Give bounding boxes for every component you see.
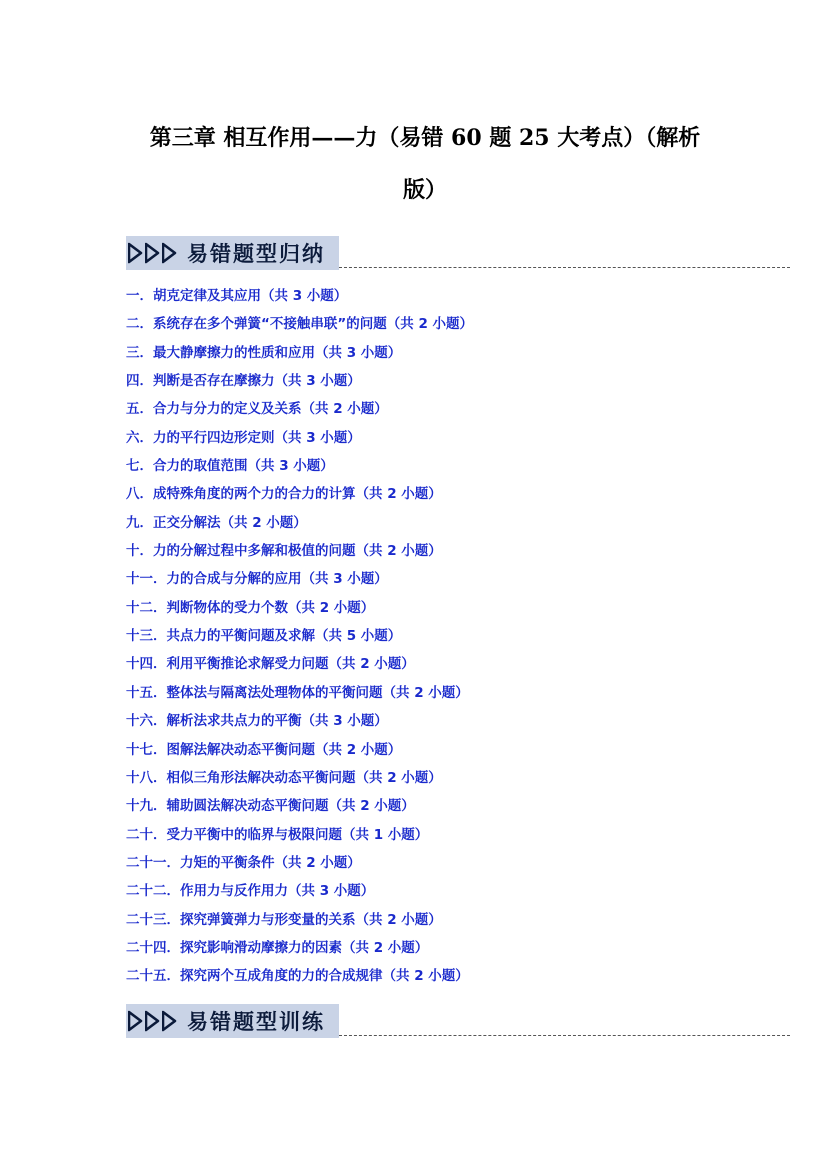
section-banner bbox=[126, 1004, 339, 1038]
topic-item[interactable]: 十五．整体法与隔离法处理物体的平衡问题（共 2 小题） bbox=[126, 684, 469, 701]
section-banner bbox=[126, 236, 339, 270]
section-header-summary bbox=[126, 236, 790, 272]
topic-item[interactable]: 十九．辅助圆法解决动态平衡问题（共 2 小题） bbox=[126, 798, 415, 815]
topic-item[interactable]: 二十三．探究弹簧弹力与形变量的关系（共 2 小题） bbox=[126, 911, 442, 928]
topic-item[interactable]: 二十五．探究两个互成角度的力的合成规律（共 2 小题） bbox=[126, 968, 469, 985]
topic-item[interactable]: 四．判断是否存在摩擦力（共 3 小题） bbox=[126, 373, 361, 390]
topic-item[interactable]: 十三．共点力的平衡问题及求解（共 5 小题） bbox=[126, 628, 402, 645]
topic-item[interactable]: 二十．受力平衡中的临界与极限问题（共 1 小题） bbox=[126, 826, 429, 843]
topic-item[interactable]: 十四．利用平衡推论求解受力问题（共 2 小题） bbox=[126, 656, 415, 673]
topic-item[interactable]: 十二．判断物体的受力个数（共 2 小题） bbox=[126, 599, 375, 616]
section-header-practice bbox=[126, 1004, 790, 1040]
topic-item[interactable]: 六．力的平行四边形定则（共 3 小题） bbox=[126, 429, 361, 446]
topic-item[interactable]: 七．合力的取值范围（共 3 小题） bbox=[126, 458, 334, 475]
topic-item[interactable]: 八．成特殊角度的两个力的合力的计算（共 2 小题） bbox=[126, 486, 442, 503]
topic-item[interactable]: 二．系统存在多个弹簧“不接触串联”的问题（共 2 小题） bbox=[126, 316, 474, 333]
topic-item[interactable]: 十七．图解法解决动态平衡问题（共 2 小题） bbox=[126, 741, 402, 758]
section-label: 易错题型归纳 bbox=[187, 242, 325, 266]
section-divider bbox=[339, 1035, 790, 1036]
page-title bbox=[120, 112, 730, 216]
topic-item[interactable]: 二十四．探究影响滑动摩擦力的因素（共 2 小题） bbox=[126, 939, 429, 956]
topic-list bbox=[126, 286, 473, 995]
topic-item[interactable]: 十六．解析法求共点力的平衡（共 3 小题） bbox=[126, 713, 388, 730]
triple-arrow-icon bbox=[128, 242, 179, 264]
title-line-2: 版） bbox=[402, 177, 447, 203]
topic-item[interactable]: 二十二．作用力与反作用力（共 3 小题） bbox=[126, 883, 375, 900]
topic-item[interactable]: 三．最大静摩擦力的性质和应用（共 3 小题） bbox=[126, 344, 402, 361]
title-line-1: 第三章 相互作用——力（易错 60 题 25 大考点）（解析 bbox=[149, 125, 701, 151]
topic-item[interactable]: 十一．力的合成与分解的应用（共 3 小题） bbox=[126, 571, 388, 588]
topic-item[interactable]: 五．合力与分力的定义及关系（共 2 小题） bbox=[126, 401, 388, 418]
section-divider bbox=[339, 267, 790, 268]
topic-item[interactable]: 九．正交分解法（共 2 小题） bbox=[126, 514, 307, 531]
topic-item[interactable]: 十八．相似三角形法解决动态平衡问题（共 2 小题） bbox=[126, 769, 442, 786]
topic-item[interactable]: 一．胡克定律及其应用（共 3 小题） bbox=[126, 288, 348, 304]
triple-arrow-icon bbox=[128, 1010, 179, 1032]
topic-item[interactable]: 十．力的分解过程中多解和极值的问题（共 2 小题） bbox=[126, 543, 442, 560]
topic-item[interactable]: 二十一．力矩的平衡条件（共 2 小题） bbox=[126, 854, 361, 871]
section-label: 易错题型训练 bbox=[187, 1010, 325, 1034]
